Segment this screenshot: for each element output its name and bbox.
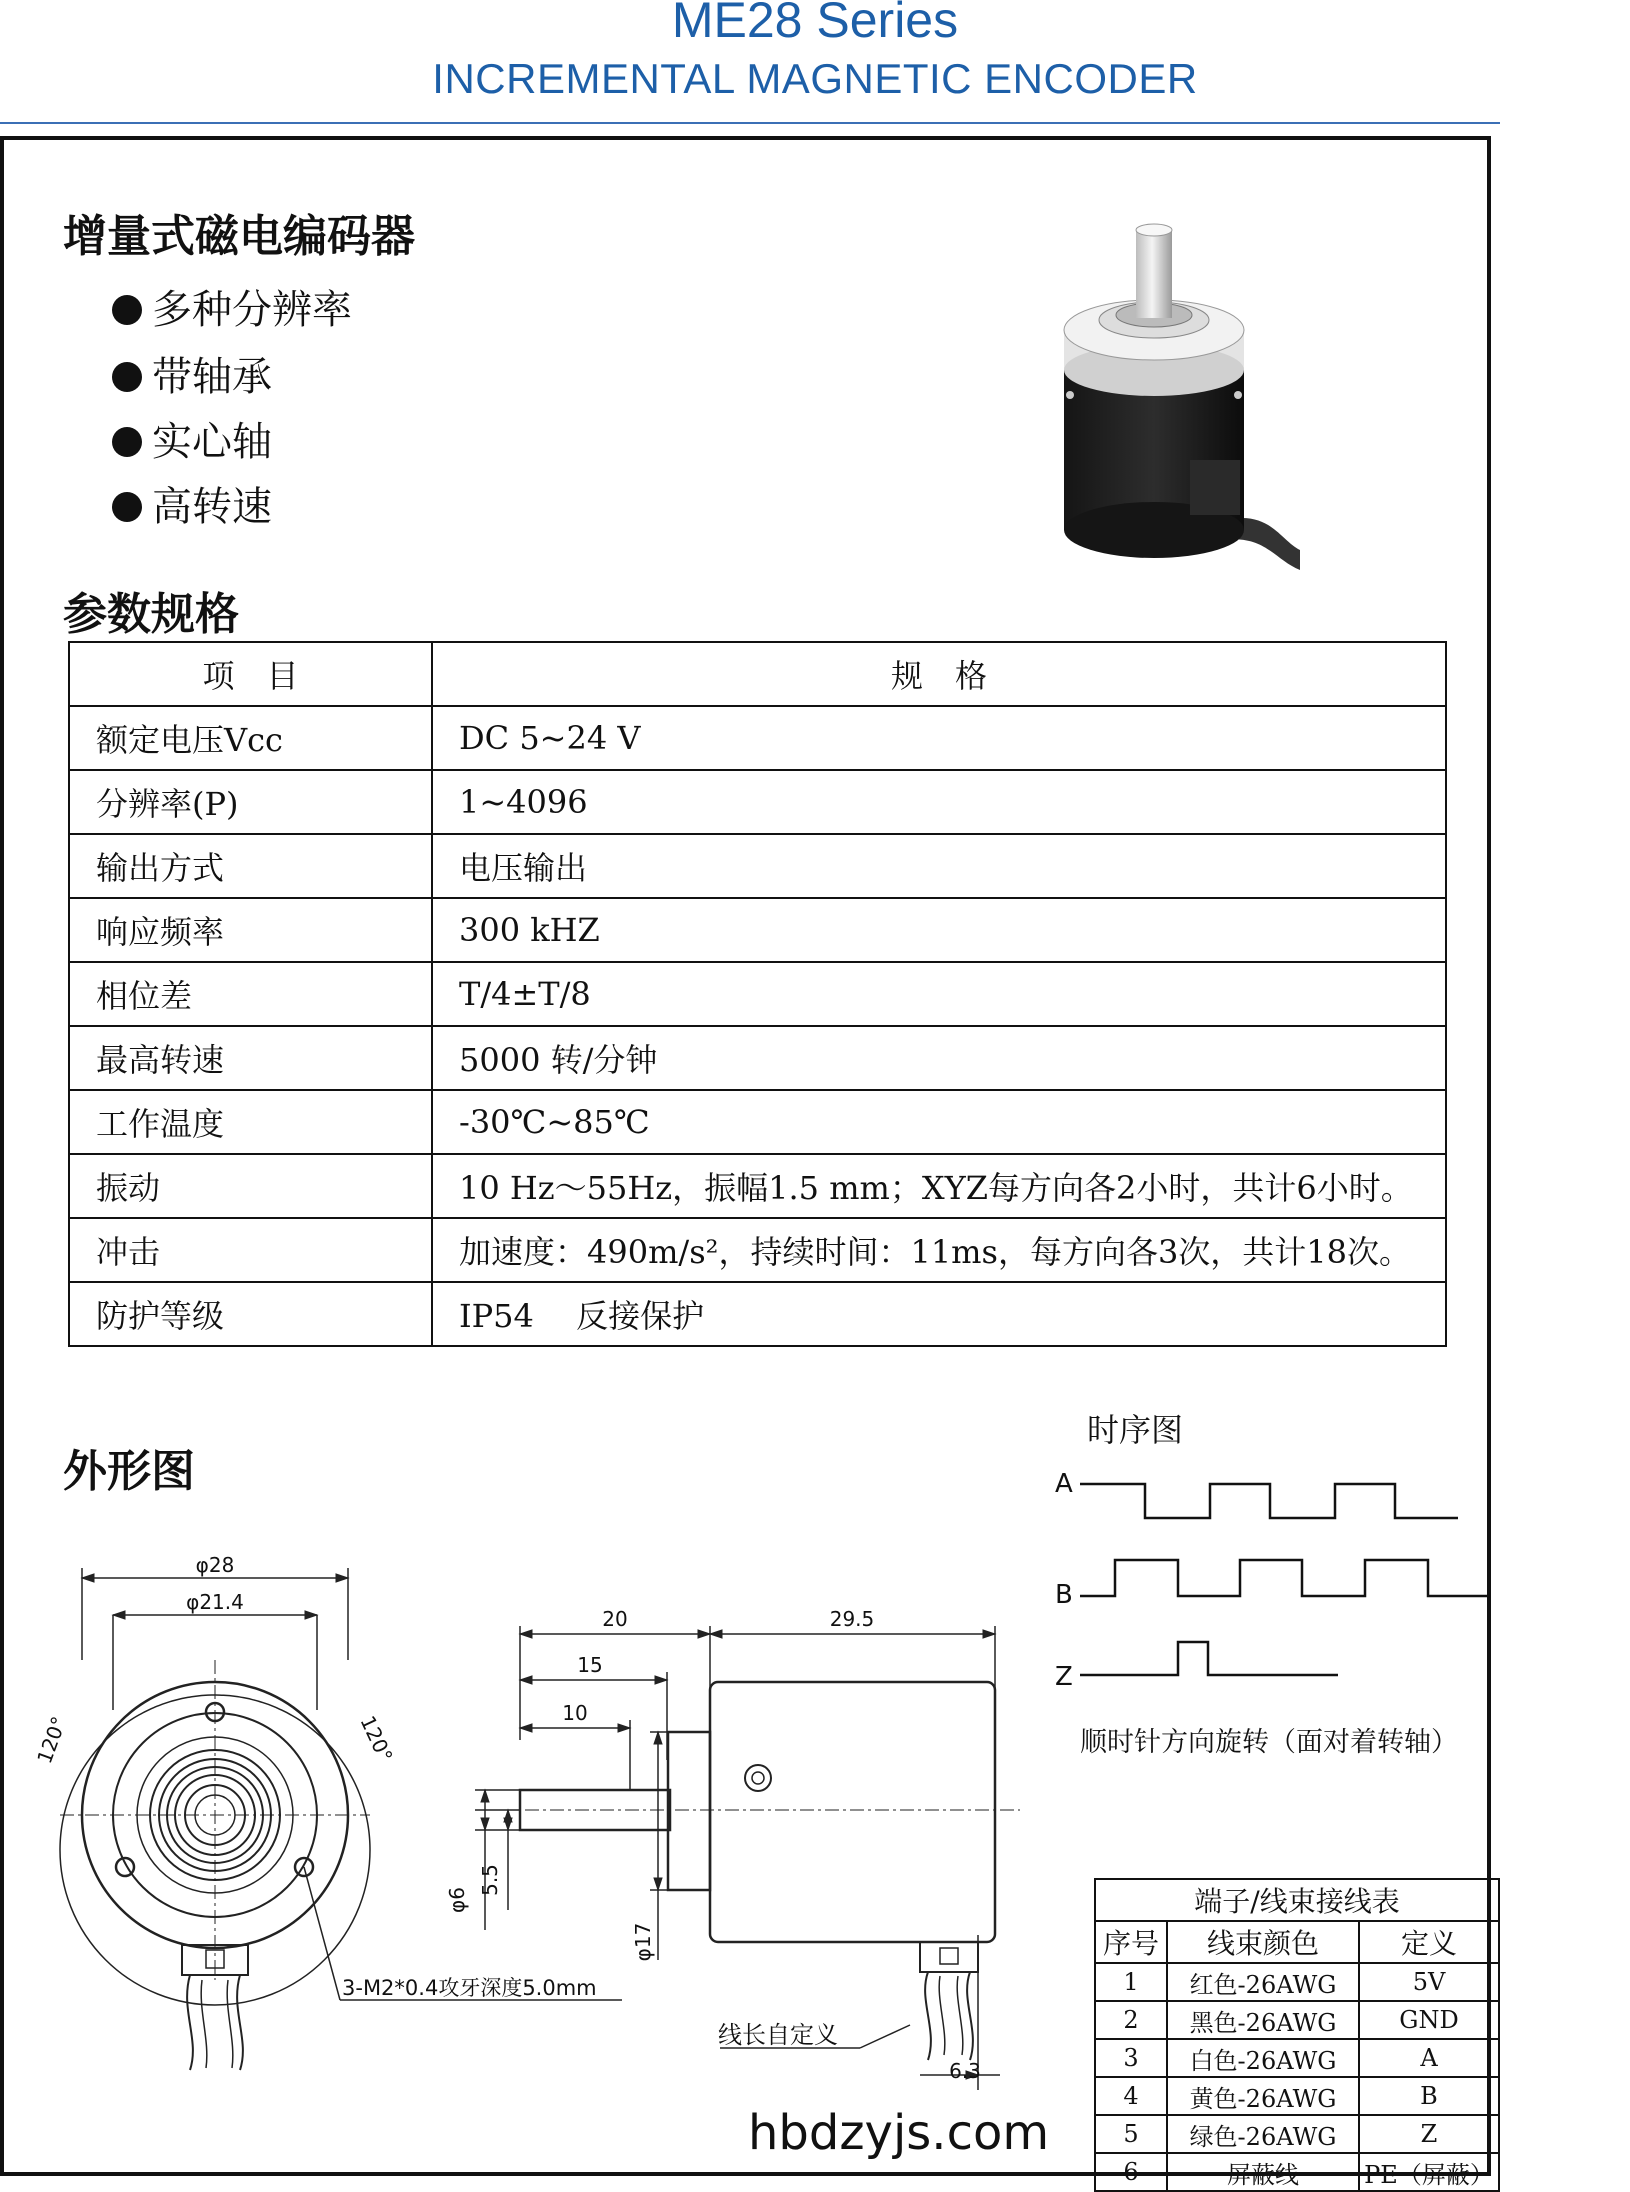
param-value: T/4±T/8 xyxy=(432,962,1446,1026)
wire-index: 3 xyxy=(1095,2039,1167,2077)
wire-definition: Z xyxy=(1359,2115,1499,2153)
param-name: 最高转速 xyxy=(69,1026,432,1090)
table-row xyxy=(69,706,1446,770)
table-row xyxy=(1095,2115,1499,2153)
wiring-title: 端子/线束接线表 xyxy=(1095,1879,1499,1921)
wiring-table xyxy=(1094,1878,1500,2192)
angle-label-left: 120° xyxy=(32,1713,72,1767)
table-row xyxy=(1095,2077,1499,2115)
series-title: ME28 Series xyxy=(671,0,959,48)
table-row xyxy=(69,770,1446,834)
param-value: -30℃~85℃ xyxy=(432,1090,1446,1154)
angle-label-right: 120° xyxy=(355,1711,398,1766)
intro-title: 增量式磁电编码器 xyxy=(63,211,415,262)
param-name: 工作温度 xyxy=(69,1090,432,1154)
feature-item xyxy=(112,410,272,467)
wire-definition: 5V xyxy=(1359,1963,1499,2001)
wire-color: 红色-26AWG xyxy=(1167,1963,1359,2001)
dim-15: 15 xyxy=(577,1653,603,1677)
table-row xyxy=(1095,2153,1499,2191)
dim-phi17: φ17 xyxy=(631,1922,655,1962)
product-subtitle: INCREMENTAL MAGNETIC ENCODER xyxy=(432,55,1198,102)
spec-table xyxy=(68,641,1447,1347)
column-header-item: 项 目 xyxy=(69,642,432,706)
bullet-icon xyxy=(112,295,142,325)
bullet-icon xyxy=(112,427,142,457)
param-value: 10 Hz～55Hz，振幅1.5 mm；XYZ每方向各2小时，共计6小时。 xyxy=(432,1154,1446,1218)
param-value: 5000 转/分钟 xyxy=(432,1026,1446,1090)
dim-phi21-4: φ21.4 xyxy=(186,1590,244,1614)
wire-definition: A xyxy=(1359,2039,1499,2077)
table-row xyxy=(69,898,1446,962)
table-row xyxy=(69,962,1446,1026)
wire-definition: GND xyxy=(1359,2001,1499,2039)
param-name: 输出方式 xyxy=(69,834,432,898)
table-row xyxy=(69,1218,1446,1282)
feature-label: 带轴承 xyxy=(152,354,272,400)
timing-diagram xyxy=(1050,1460,1500,1760)
cable-length-note: 线长自定义 xyxy=(718,2021,838,2049)
table-row xyxy=(69,1090,1446,1154)
wire-index: 6 xyxy=(1095,2153,1167,2191)
side-view-drawing xyxy=(440,1600,1030,2100)
dim-phi6: φ6 xyxy=(445,1887,469,1913)
wire-definition: B xyxy=(1359,2077,1499,2115)
table-row xyxy=(1095,2039,1499,2077)
wire-color: 绿色-26AWG xyxy=(1167,2115,1359,2153)
param-name: 振动 xyxy=(69,1154,432,1218)
table-row xyxy=(69,1026,1446,1090)
dim-29-5: 29.5 xyxy=(829,1607,875,1631)
feature-label: 实心轴 xyxy=(152,419,272,465)
wire-definition: PE（屏蔽） xyxy=(1359,2153,1499,2191)
spec-title: 参数规格 xyxy=(63,589,239,640)
feature-label: 高转速 xyxy=(152,484,272,530)
param-name: 相位差 xyxy=(69,962,432,1026)
bullet-icon xyxy=(112,492,142,522)
column-header-color: 线束颜色 xyxy=(1167,1921,1359,1963)
param-value: 加速度：490m/s²，持续时间：11ms，每方向各3次，共计18次。 xyxy=(432,1218,1446,1282)
param-value: 1~4096 xyxy=(432,770,1446,834)
wire-color: 白色-26AWG xyxy=(1167,2039,1359,2077)
param-value: IP54 反接保护 xyxy=(432,1282,1446,1346)
param-value: 电压输出 xyxy=(432,834,1446,898)
wire-color: 黄色-26AWG xyxy=(1167,2077,1359,2115)
channel-b-label: B xyxy=(1055,1580,1073,1610)
bullet-icon xyxy=(112,362,142,392)
feature-item xyxy=(112,278,352,335)
encoder-product-image xyxy=(1040,210,1300,570)
param-value: DC 5~24 V xyxy=(432,706,1446,770)
param-name: 分辨率(P) xyxy=(69,770,432,834)
param-value: 300 kHZ xyxy=(432,898,1446,962)
feature-item xyxy=(112,345,272,402)
wire-index: 2 xyxy=(1095,2001,1167,2039)
wire-index: 1 xyxy=(1095,1963,1167,2001)
wire-index: 5 xyxy=(1095,2115,1167,2153)
table-row xyxy=(1095,1963,1499,2001)
channel-z-label: Z xyxy=(1055,1662,1073,1692)
param-name: 额定电压Vcc xyxy=(69,706,432,770)
table-row xyxy=(1095,2001,1499,2039)
header-divider xyxy=(0,122,1500,124)
table-row xyxy=(69,1154,1446,1218)
table-row xyxy=(69,1282,1446,1346)
wire-index: 4 xyxy=(1095,2077,1167,2115)
footer-website: hbdzyjs.com xyxy=(748,2105,1050,2161)
column-header-definition: 定义 xyxy=(1359,1921,1499,1963)
feature-item xyxy=(112,475,272,532)
param-name: 冲击 xyxy=(69,1218,432,1282)
dim-10: 10 xyxy=(562,1701,588,1725)
outline-title: 外形图 xyxy=(63,1446,195,1497)
dim-6-3: 6.3 xyxy=(949,2059,981,2083)
timing-title: 时序图 xyxy=(1087,1411,1184,1449)
table-row xyxy=(69,834,1446,898)
dim-5-5: 5.5 xyxy=(478,1864,502,1896)
param-name: 响应频率 xyxy=(69,898,432,962)
channel-a-label: A xyxy=(1055,1469,1073,1499)
dim-20: 20 xyxy=(602,1607,628,1631)
feature-label: 多种分辨率 xyxy=(152,287,352,333)
wire-color: 黑色-26AWG xyxy=(1167,2001,1359,2039)
wire-color: 屏蔽线 xyxy=(1167,2153,1359,2191)
table-header-row xyxy=(69,642,1446,706)
column-header-index: 序号 xyxy=(1095,1921,1167,1963)
rotation-note: 顺时针方向旋转（面对着转轴） xyxy=(1080,1727,1458,1758)
column-header-spec: 规 格 xyxy=(432,642,1446,706)
param-name: 防护等级 xyxy=(69,1282,432,1346)
thread-note: 3-M2*0.4攻牙深度5.0mm xyxy=(342,1976,597,2000)
dim-phi28: φ28 xyxy=(195,1553,235,1577)
